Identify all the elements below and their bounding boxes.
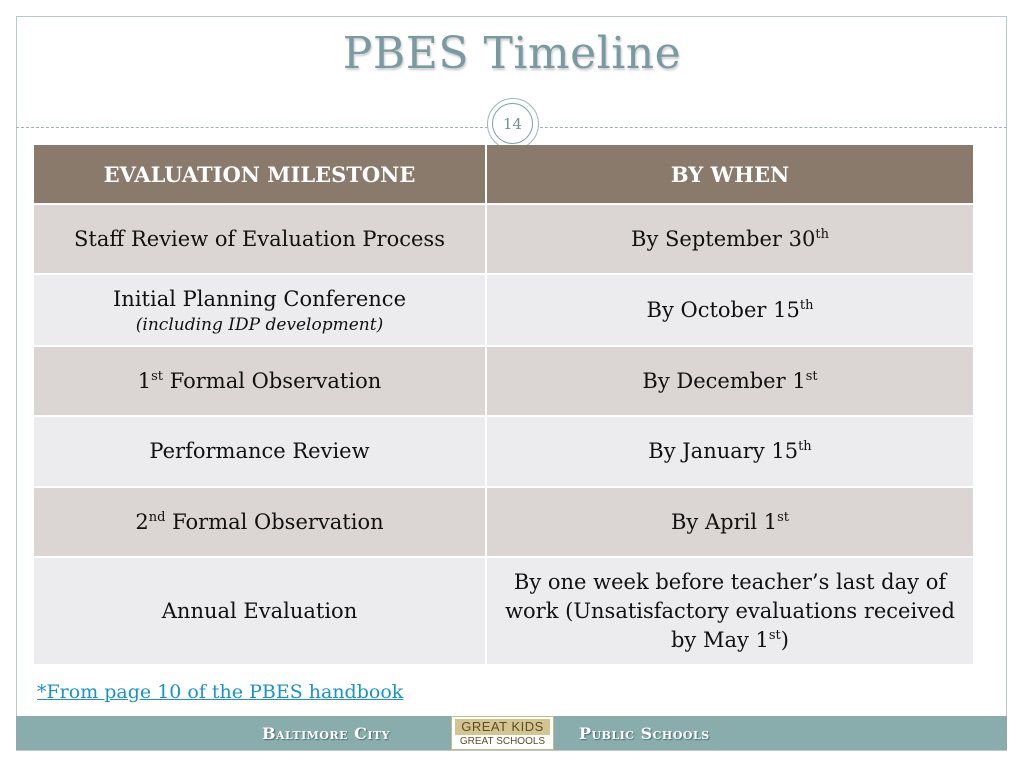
by-when-closing: ) [780, 627, 789, 652]
by-when-text: By December 1 [642, 368, 806, 393]
milestone-text: Performance Review [149, 439, 370, 463]
table-row [34, 416, 973, 487]
milestone-text: Staff Review of Evaluation Process [74, 226, 445, 251]
milestone-ordinal: 2 [135, 509, 149, 534]
by-when-cell [486, 346, 973, 416]
table-row [34, 557, 973, 664]
by-when-suffix: st [768, 627, 781, 643]
page-number: 14 [492, 103, 533, 144]
milestone-text: Initial Planning Conference [113, 286, 406, 311]
footer-left-text: Baltimore City [262, 724, 390, 743]
milestone-cell [34, 204, 486, 274]
milestone-text: Formal Observation [165, 509, 384, 534]
milestone-note: (including IDP development) [135, 314, 384, 335]
milestone-text: Formal Observation [163, 368, 382, 393]
slide-title: PBES Timeline [342, 28, 682, 79]
timeline-table [34, 145, 973, 664]
table-row [34, 204, 973, 274]
milestone-cell [34, 487, 486, 557]
by-when-text: By January 15 [648, 439, 799, 463]
header-milestone: EVALUATION MILESTONE [34, 145, 486, 204]
milestone-cell [34, 346, 486, 416]
by-when-cell [486, 274, 973, 346]
footer-bar [16, 716, 1007, 750]
by-when-suffix: th [798, 439, 812, 454]
by-when-text: By September 30 [631, 226, 816, 251]
by-when-cell [486, 487, 973, 557]
footer-right-text: Public Schools [579, 724, 710, 743]
milestone-cell [34, 416, 486, 487]
table-header-row [34, 145, 973, 204]
by-when-text: By April 1 [671, 509, 778, 534]
milestone-text: Annual Evaluation [161, 598, 358, 623]
milestone-cell [34, 274, 486, 346]
logo-bottom-text: GREAT SCHOOLS [459, 736, 546, 747]
by-when-suffix: st [777, 509, 789, 525]
by-when-suffix: th [815, 226, 829, 242]
by-when-suffix: st [805, 368, 818, 384]
milestone-cell [34, 557, 486, 664]
page-number-badge [487, 98, 539, 150]
by-when-cell [486, 204, 973, 274]
milestone-ordinal-suffix: st [151, 368, 164, 384]
milestone-ordinal: 1 [137, 368, 152, 393]
handbook-reference-link[interactable]: *From page 10 of the PBES handbook [37, 681, 404, 703]
by-when-text: By one week before teacher’s last day of work (Unsatisfactory evaluations received by May 1 [505, 569, 955, 652]
header-by-when: BY WHEN [486, 145, 973, 204]
logo-top-text: GREAT KIDS [455, 719, 550, 735]
table-row [34, 487, 973, 557]
by-when-text: By October 15 [646, 297, 800, 322]
milestone-ordinal-suffix: nd [148, 509, 166, 525]
table-row [34, 346, 973, 416]
table-row [34, 274, 973, 346]
by-when-cell [486, 557, 973, 664]
great-kids-logo [451, 716, 554, 750]
by-when-cell [486, 416, 973, 487]
by-when-suffix: th [799, 297, 814, 313]
